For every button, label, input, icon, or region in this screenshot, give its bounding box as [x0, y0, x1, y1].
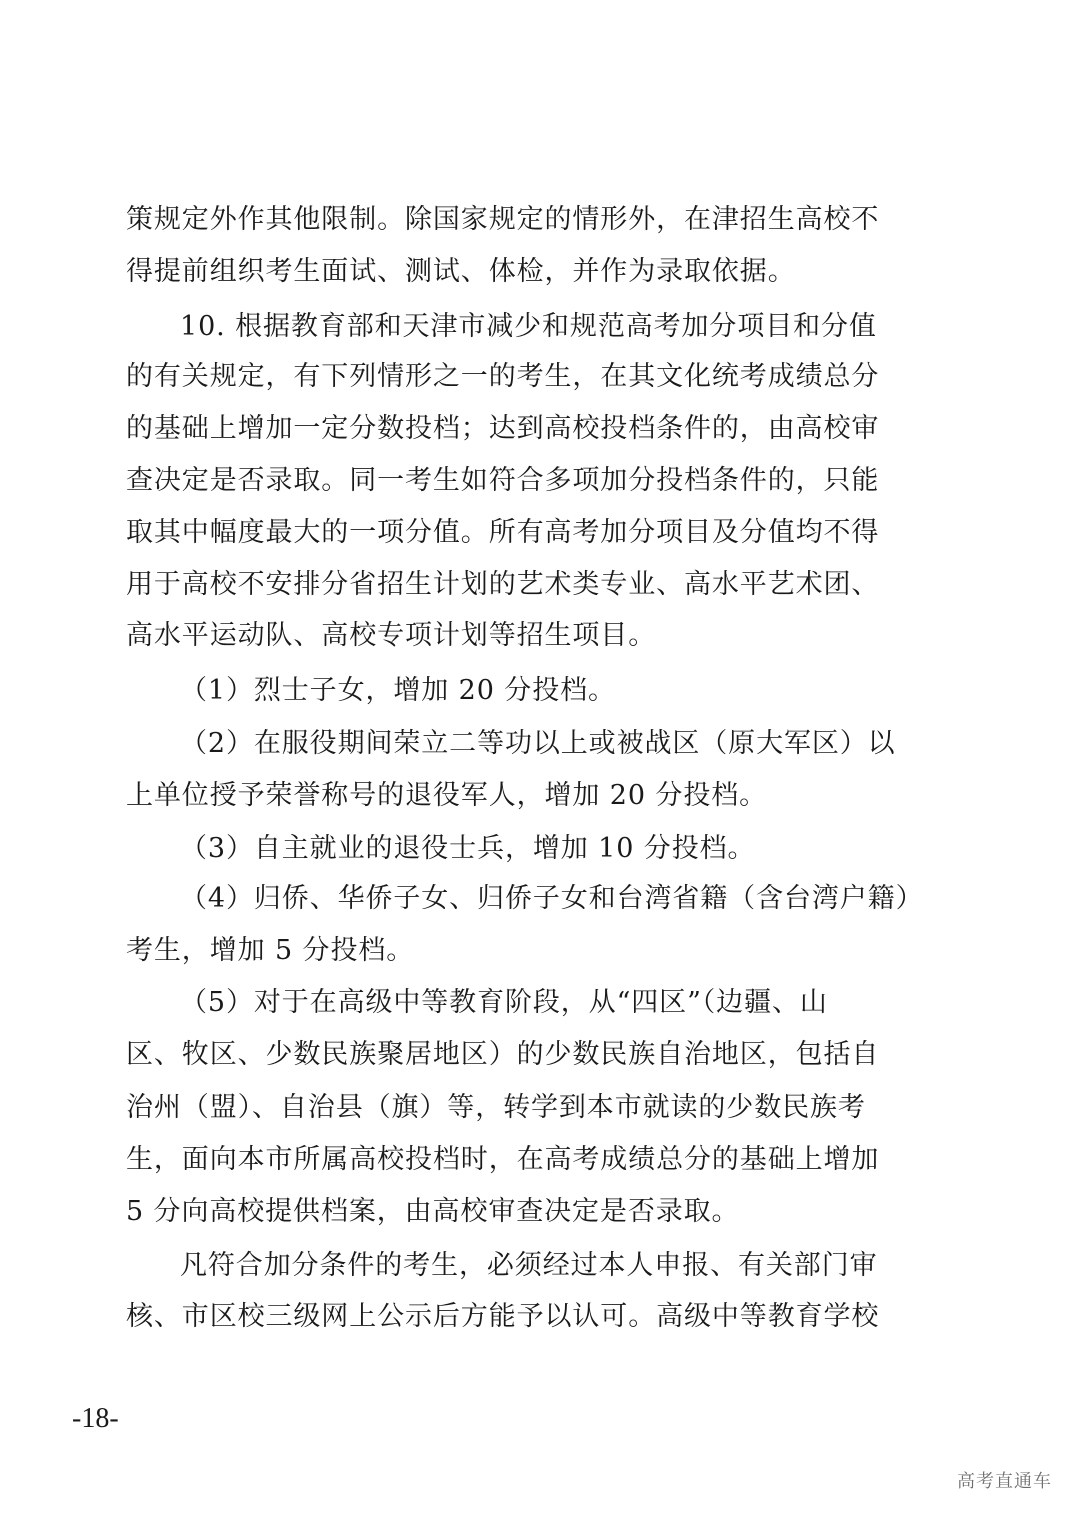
text-line-17: 区、牧区、少数民族聚居地区）的少数民族自治地区，包括自 — [126, 1039, 880, 1070]
text-line-22: 核、市区校三级网上公示后方能予以认可。高级中等教育学校 — [126, 1301, 880, 1332]
text-line-4: 的有关规定，有下列情形之一的考生，在其文化统考成绩总分 — [126, 361, 880, 392]
text-line-1: 策规定外作其他限制。除国家规定的情形外，在津招生高校不 — [126, 204, 880, 235]
text-line-18: 治州（盟）、自治县（旗）等，转学到本市就读的少数民族考 — [126, 1092, 866, 1123]
text-line-10: （1）烈士子女，增加 20 分投档。 — [180, 675, 616, 706]
text-line-5: 的基础上增加一定分数投档；达到高校投档条件的，由高校审 — [126, 413, 880, 444]
text-line-2: 得提前组织考生面试、测试、体检，并作为录取依据。 — [126, 256, 796, 287]
text-line-13: （3）自主就业的退役士兵，增加 10 分投档。 — [180, 833, 756, 864]
page-number: -18- — [72, 1403, 119, 1434]
text-line-21: 凡符合加分条件的考生，必须经过本人申报、有关部门审 — [180, 1250, 878, 1281]
watermark: 高考直通车 — [957, 1471, 1052, 1492]
text-line-14: （4）归侨、华侨子女、归侨子女和台湾省籍（含台湾户籍） — [180, 883, 924, 914]
text-line-19: 生，面向本市所属高校投档时，在高考成绩总分的基础上增加 — [126, 1144, 880, 1175]
text-line-12: 上单位授予荣誉称号的退役军人，增加 20 分投档。 — [126, 780, 768, 811]
text-line-16: （5）对于在高级中等教育阶段，从“四区”（边疆、山 — [180, 987, 828, 1018]
text-line-7: 取其中幅度最大的一项分值。所有高考加分项目及分值均不得 — [126, 517, 880, 548]
text-line-9: 高水平运动队、高校专项计划等招生项目。 — [126, 620, 657, 651]
text-line-3: 10. 根据教育部和天津市减少和规范高考加分项目和分值 — [180, 311, 877, 342]
text-line-15: 考生，增加 5 分投档。 — [126, 935, 415, 966]
text-line-11: （2）在服役期间荣立二等功以上或被战区（原大军区）以 — [180, 728, 896, 759]
text-line-6: 查决定是否录取。同一考生如符合多项加分投档条件的，只能 — [126, 465, 880, 496]
text-line-20: 5 分向高校提供档案，由高校审查决定是否录取。 — [126, 1196, 740, 1227]
text-line-8: 用于高校不安排分省招生计划的艺术类专业、高水平艺术团、 — [126, 569, 880, 600]
